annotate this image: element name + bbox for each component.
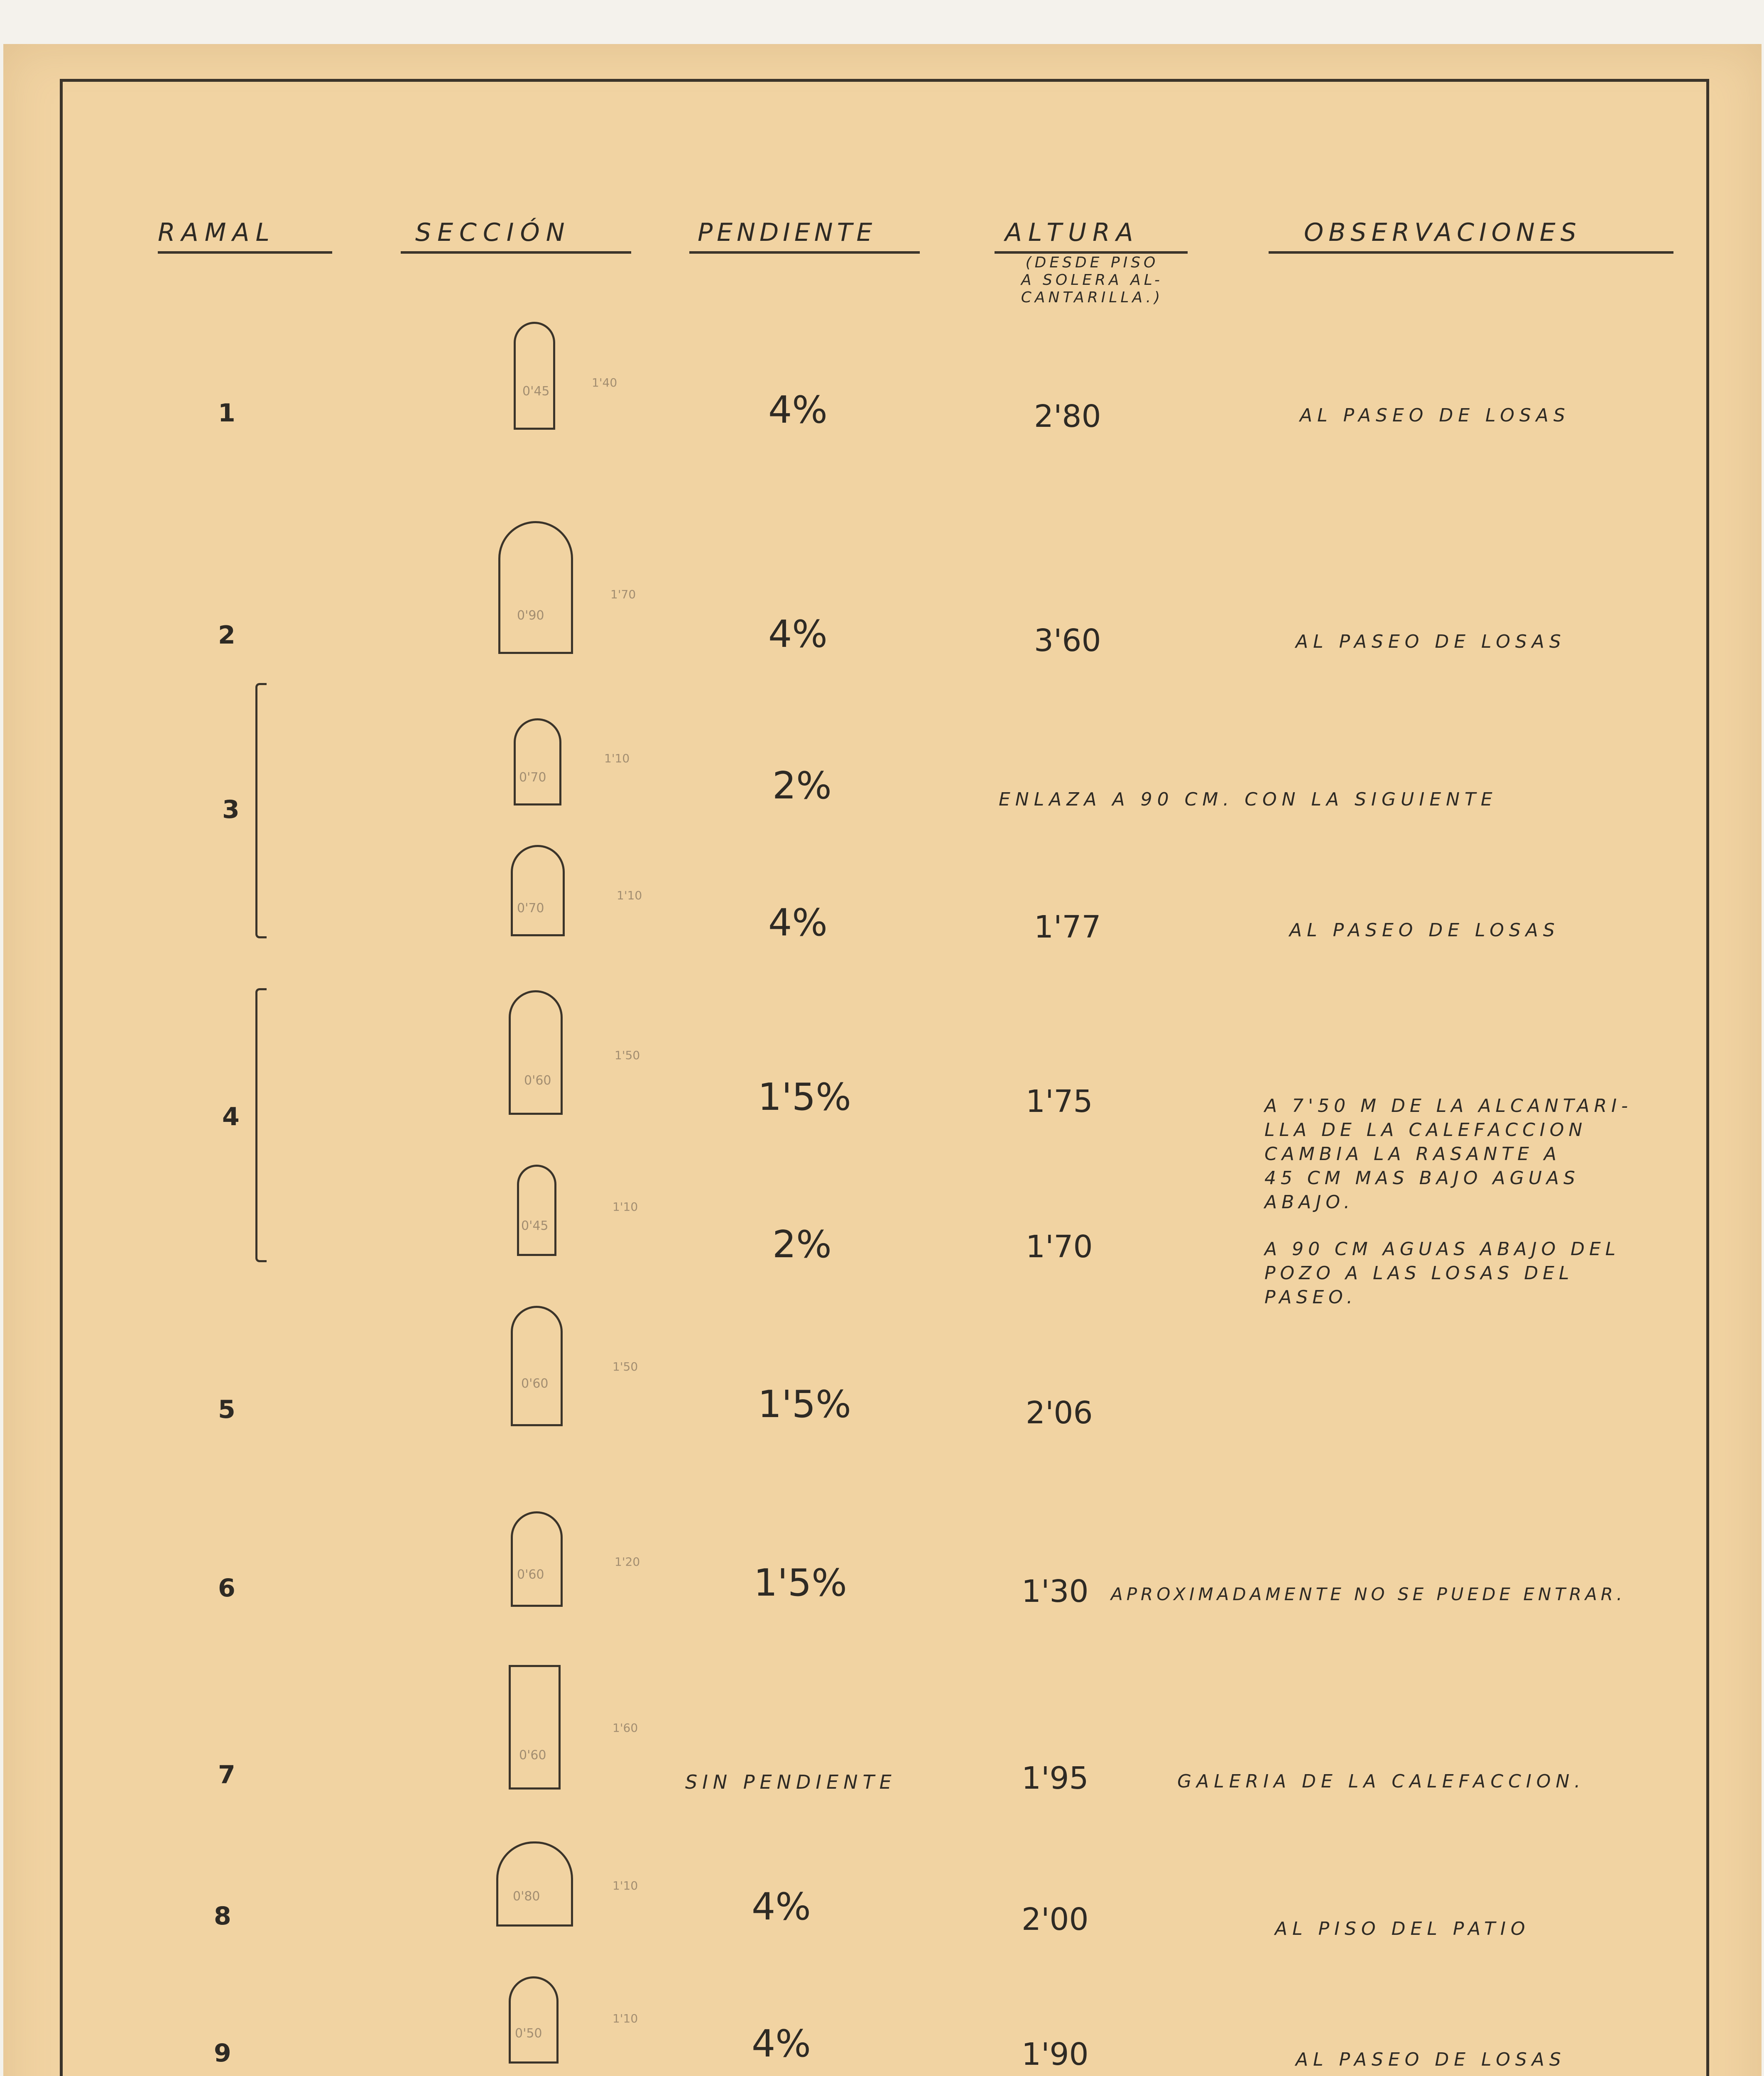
altura-value: 3'60: [1034, 623, 1101, 659]
ramal-number: 5: [218, 1395, 235, 1424]
section-profile: [509, 990, 563, 1115]
section-height-label: 1'20: [615, 1555, 640, 1569]
section-width-label: 0'80: [513, 1889, 540, 1904]
header-seccion-underline: [401, 251, 631, 254]
pendiente-value: 4%: [752, 1885, 811, 1929]
section-width-label: 0'60: [524, 1073, 551, 1088]
section-height-label: 1'40: [592, 376, 617, 389]
header-ramal: RAMAL: [158, 218, 276, 247]
section-profile: [514, 718, 561, 805]
altura-value: 1'77: [1034, 909, 1101, 945]
pendiente-value: 1'5%: [758, 1383, 851, 1426]
section-width-label: 0'60: [521, 1376, 549, 1391]
section-height-label: 1'10: [604, 752, 630, 765]
ramal-number: 9: [214, 2039, 231, 2068]
section-profile: [496, 1841, 573, 1927]
section-height-label: 1'60: [612, 1721, 638, 1735]
altura-value: 1'75: [1026, 1084, 1093, 1119]
observacion-text: APROXIMADAMENTE NO SE PUEDE ENTRAR.: [1111, 1584, 1626, 1604]
header-observaciones-underline: [1269, 251, 1673, 254]
section-profile: [498, 521, 573, 654]
observacion-text: A 90 CM AGUAS ABAJO DEL POZO A LAS LOSAS DEL PASEO.: [1264, 1239, 1620, 1308]
observacion-text: AL PASEO DE LOSAS: [1289, 920, 1560, 941]
header-altura-note: (DESDE PISO A SOLERA AL- CANTARILLA.): [1021, 254, 1164, 306]
ramal-number: 3: [222, 795, 240, 824]
header-altura: ALTURA: [1005, 218, 1139, 247]
section-profile: [509, 1665, 561, 1790]
section-height-label: 1'10: [612, 2012, 638, 2025]
pendiente-value: SIN PENDIENTE: [685, 1771, 897, 1793]
section-height-label: 1'10: [617, 889, 642, 902]
section-height-label: 1'70: [610, 588, 636, 601]
group-bracket: [255, 683, 267, 938]
ramal-number: 2: [218, 621, 235, 650]
altura-value: 2'06: [1026, 1395, 1093, 1431]
observacion-text: GALERIA DE LA CALEFACCION.: [1177, 1771, 1585, 1792]
ramal-number: 1: [218, 399, 235, 428]
ramal-number: 7: [218, 1760, 235, 1790]
ramal-number: 8: [214, 1902, 231, 1931]
altura-value: 1'70: [1026, 1229, 1093, 1265]
observacion-text: A 7'50 M DE LA ALCANTARI- LLA DE LA CALEFACCION CAMBIA LA RASANTE A 45 CM MAS BAJO AGUAS ABAJO.: [1264, 1095, 1633, 1213]
section-width-label: 0'50: [515, 2026, 542, 2041]
pendiente-value: 2%: [772, 764, 832, 808]
section-height-label: 1'10: [612, 1879, 638, 1892]
pendiente-value: 4%: [752, 2022, 811, 2066]
pendiente-value: 4%: [768, 388, 828, 432]
pendiente-value: 2%: [772, 1223, 832, 1266]
observacion-text: AL PASEO DE LOSAS: [1296, 2049, 1566, 2070]
section-profile: [511, 1511, 563, 1607]
header-pendiente: PENDIENTE: [698, 218, 877, 247]
observacion-text: AL PASEO DE LOSAS: [1300, 405, 1570, 426]
altura-value: 1'90: [1022, 2037, 1089, 2072]
pendiente-value: 1'5%: [754, 1561, 847, 1605]
section-profile: [517, 1165, 556, 1256]
observacion-text: ENLAZA A 90 CM. CON LA SIGUIENTE: [999, 789, 1497, 810]
section-height-label: 1'50: [612, 1360, 638, 1373]
section-profile: [511, 1306, 563, 1426]
ramal-number: 6: [218, 1574, 235, 1603]
section-profile: [514, 322, 555, 430]
pendiente-value: 4%: [768, 901, 828, 945]
section-profile: [509, 1976, 559, 2064]
altura-value: 2'80: [1034, 399, 1101, 434]
altura-value: 2'00: [1022, 1902, 1089, 1937]
section-profile: [511, 845, 565, 936]
altura-value: 1'95: [1022, 1760, 1089, 1796]
section-width-label: 0'60: [517, 1567, 544, 1582]
altura-value: 1'30: [1022, 1574, 1089, 1609]
ramal-number: 4: [222, 1102, 240, 1131]
pendiente-value: 4%: [768, 612, 828, 656]
section-width-label: 0'45: [522, 384, 550, 399]
section-height-label: 1'10: [612, 1200, 638, 1214]
header-altura-underline: [995, 251, 1188, 254]
section-width-label: 0'70: [519, 770, 546, 785]
header-observaciones: OBSERVACIONES: [1304, 218, 1581, 247]
section-width-label: 0'70: [517, 901, 544, 916]
header-seccion: SECCIÓN: [415, 218, 571, 247]
header-ramal-underline: [158, 251, 332, 254]
section-width-label: 0'45: [521, 1219, 549, 1233]
section-height-label: 1'50: [615, 1048, 640, 1062]
group-bracket: [255, 988, 267, 1262]
section-width-label: 0'60: [519, 1748, 546, 1763]
section-width-label: 0'90: [517, 608, 544, 623]
observacion-text: AL PISO DEL PATIO: [1275, 1918, 1530, 1939]
pendiente-value: 1'5%: [758, 1075, 851, 1119]
header-pendiente-underline: [689, 251, 920, 254]
observacion-text: AL PASEO DE LOSAS: [1296, 631, 1566, 652]
